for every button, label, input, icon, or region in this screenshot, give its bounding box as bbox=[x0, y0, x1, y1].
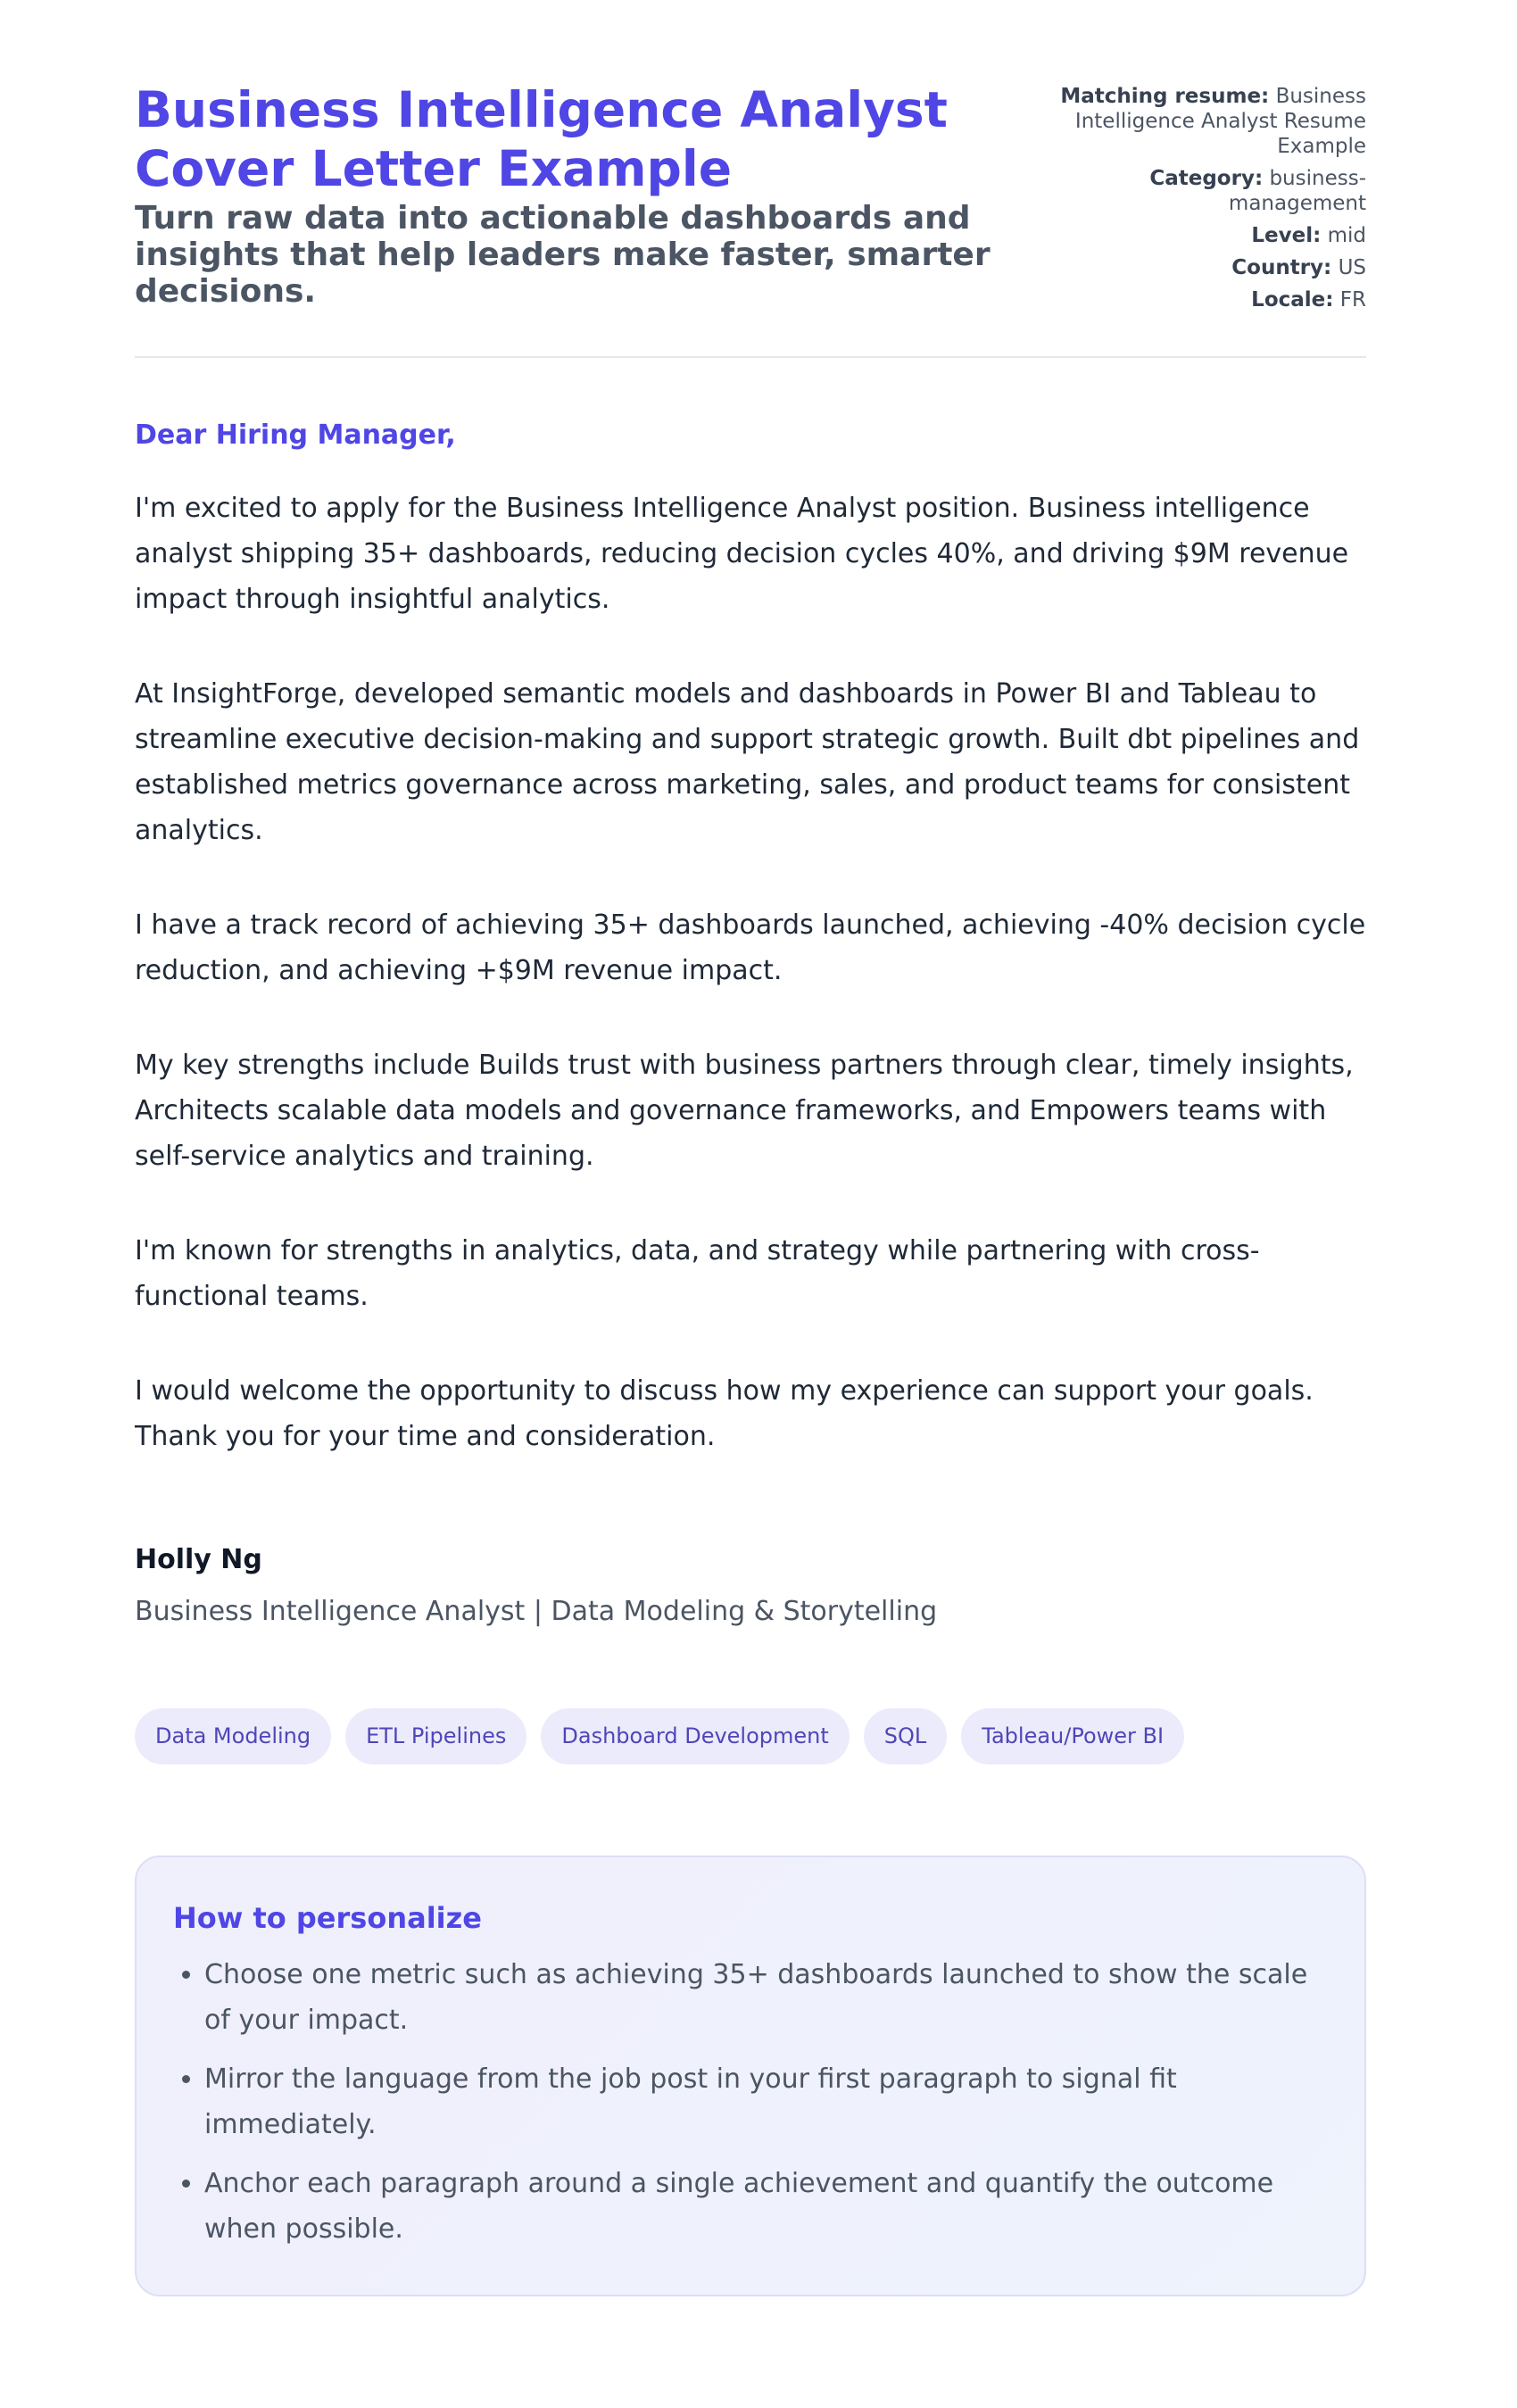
meta-label: Matching resume: bbox=[1060, 85, 1270, 108]
letter-body bbox=[135, 486, 1366, 1508]
skill-tag: Tableau/Power BI bbox=[961, 1708, 1184, 1764]
page-header bbox=[135, 80, 1366, 321]
meta-country bbox=[1027, 255, 1366, 280]
letter-paragraph: I'm known for strengths in analytics, data, and strategy while partnering with cross-functional teams. bbox=[135, 1235, 1260, 1312]
meta-label: Category: bbox=[1149, 167, 1264, 190]
meta-label: Level: bbox=[1251, 224, 1322, 247]
letter-salutation: Dear Hiring Manager, bbox=[135, 419, 456, 451]
personalize-tips-box bbox=[135, 1856, 1366, 2296]
letter-paragraph: My key strengths include Builds trust with business partners through clear, timely insights, Architects scalable data models and governance frameworks, and Empowers teams with self-service analytics and training. bbox=[135, 1050, 1354, 1172]
letter-paragraph: I'm excited to apply for the Business Intelligence Analyst position. Business intelligence analyst shipping 35+ dashboards, reducing decision cycles 40%, and driving $9M revenue impact through insightful analytics. bbox=[135, 493, 1349, 615]
tips-list bbox=[173, 1952, 1329, 2252]
signature-name: Holly Ng bbox=[135, 1544, 262, 1575]
header-divider bbox=[135, 356, 1366, 358]
skill-tag: ETL Pipelines bbox=[345, 1708, 526, 1764]
skill-tag: Dashboard Development bbox=[541, 1708, 849, 1764]
meta-matching-resume bbox=[1027, 84, 1366, 159]
page-subtitle: Turn raw data into actionable dashboards and insights that help leaders make faster, smarter decisions. bbox=[135, 200, 991, 310]
tips-list-item: • Anchor each paragraph around a single achievement and quantify the outcome when possible. bbox=[204, 2161, 1329, 2252]
tips-list-item: • Choose one metric such as achieving 35+ dashboards launched to show the scale of your impact. bbox=[204, 1952, 1329, 2043]
meta-value: US bbox=[1338, 256, 1366, 279]
meta-value: Business Intelligence Analyst Resume Example bbox=[1074, 85, 1366, 158]
meta-value: FR bbox=[1339, 288, 1366, 311]
tips-list-item: • Mirror the language from the job post in your first paragraph to signal fit immediately. bbox=[204, 2056, 1329, 2147]
signature-title: Business Intelligence Analyst | Data Modeling & Storytelling bbox=[135, 1596, 938, 1627]
meta-locale bbox=[1027, 287, 1366, 312]
meta-value: business-management bbox=[1228, 167, 1366, 215]
skill-tag: Data Modeling bbox=[135, 1708, 331, 1764]
letter-paragraph: I would welcome the opportunity to discuss how my experience can support your goals. Thank you for your time and consideration. bbox=[135, 1375, 1314, 1452]
meta-label: Locale: bbox=[1251, 288, 1334, 311]
meta-level bbox=[1027, 223, 1366, 248]
skill-tag: SQL bbox=[864, 1708, 948, 1764]
page-title: Business Intelligence Analyst Cover Letter Example bbox=[135, 81, 948, 197]
meta-category bbox=[1027, 166, 1366, 216]
tips-title: How to personalize bbox=[173, 1901, 482, 1935]
letter-paragraph: At InsightForge, developed semantic models and dashboards in Power BI and Tableau to streamline executive decision-making and support strategic growth. Built dbt pipelines and established metrics governance across marketing, sales, and product teams for consistent analytics. bbox=[135, 678, 1360, 846]
meta-panel bbox=[1027, 84, 1366, 320]
meta-value: mid bbox=[1327, 224, 1366, 247]
meta-label: Country: bbox=[1231, 256, 1332, 279]
letter-paragraph: I have a track record of achieving 35+ dashboards launched, achieving -40% decision cycle reduction, and achieving +$9M revenue impact. bbox=[135, 909, 1366, 986]
skill-tags bbox=[135, 1708, 1184, 1764]
